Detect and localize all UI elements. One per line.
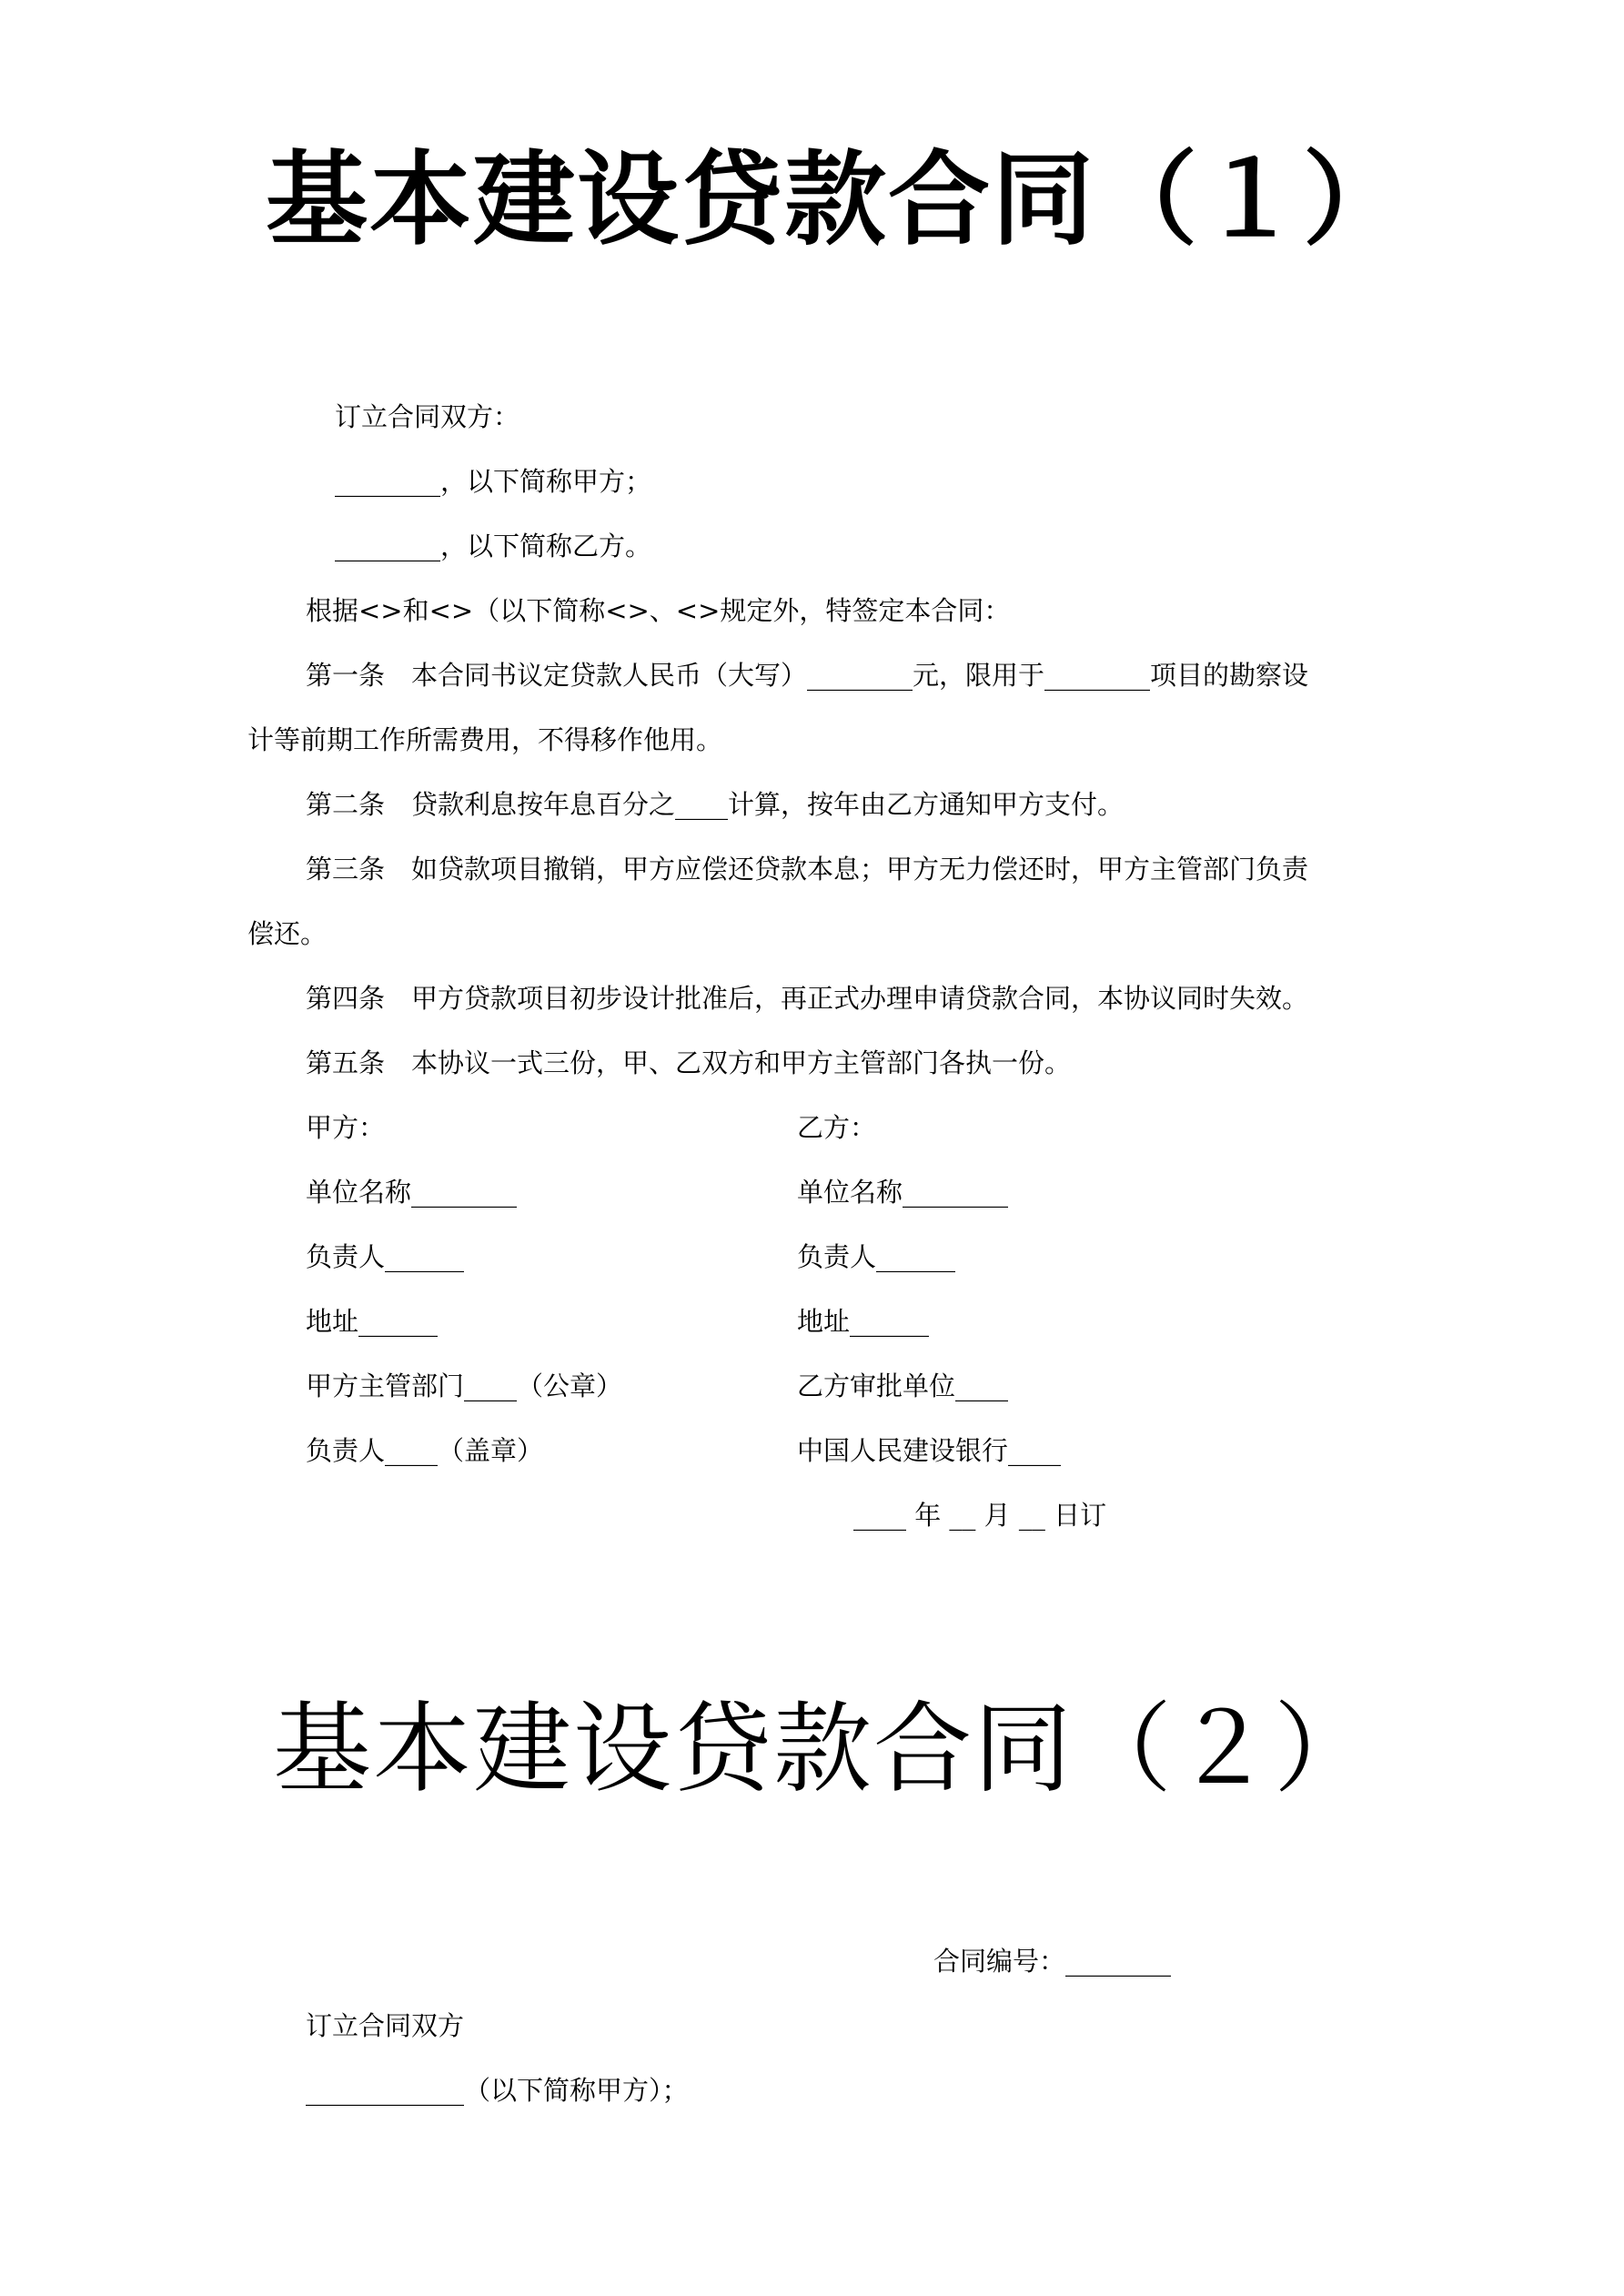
contract2-title: 基本建设贷款合同（２） <box>273 1693 1375 1806</box>
contract1-article3-line2: 偿还。 <box>247 918 328 949</box>
sign-left-dept: 甲方主管部门____（公章） <box>306 1371 623 1401</box>
contract2-contract-no: 合同编号：________ <box>933 1946 1172 1977</box>
sign-right-unit: 单位名称________ <box>797 1177 1009 1208</box>
sign-right-person: 负责人______ <box>797 1241 956 1272</box>
contract1-article4: 第四条 甲方贷款项目初步设计批准后，再正式办理申请贷款合同，本协议同时失效。 <box>306 983 1309 1014</box>
sign-left-unit: 单位名称________ <box>306 1177 518 1208</box>
contract1-date-line: ____ 年 __ 月 __ 日订 <box>853 1500 1107 1531</box>
contract1-party-a-line: ________，以下简称甲方； <box>335 466 652 497</box>
contract1-basis: 根据<>和<>（以下简称<>、<>规定外，特签定本合同： <box>306 595 1011 626</box>
sign-left-address: 地址______ <box>306 1306 439 1337</box>
contract1-article5: 第五条 本协议一式三份，甲、乙双方和甲方主管部门各执一份。 <box>306 1047 1072 1078</box>
contract1-party-b-line: ________，以下简称乙方。 <box>335 531 652 561</box>
contract1-title: 基本建设贷款合同（１） <box>266 141 1407 259</box>
contract1-article1-line2: 计等前期工作所需费用，不得移作他用。 <box>247 724 723 755</box>
contract1-article3-line1: 第三条 如贷款项目撤销，甲方应偿还贷款本息；甲方无力偿还时，甲方主管部门负责 <box>306 854 1309 885</box>
contract1-article2: 第二条 贷款利息按年息百分之____计算，按年由乙方通知甲方支付。 <box>306 789 1125 820</box>
contract2-parties-intro: 订立合同双方 <box>306 2010 465 2041</box>
sign-left-person2: 负责人____（盖章） <box>306 1435 544 1466</box>
sign-right-label: 乙方： <box>797 1112 877 1143</box>
sign-right-approval: 乙方审批单位____ <box>797 1371 1009 1401</box>
contract1-article1-line1: 第一条 本合同书议定贷款人民币（大写）________元，限用于________项目的勘察设 <box>306 660 1309 691</box>
sign-left-person: 负责人______ <box>306 1241 465 1272</box>
contract2-party-a-line: ____________（以下简称甲方）； <box>306 2075 689 2106</box>
contract1-parties-intro: 订立合同双方： <box>335 401 520 432</box>
sign-right-address: 地址______ <box>797 1306 930 1337</box>
sign-left-label: 甲方： <box>306 1112 386 1143</box>
sign-right-bank: 中国人民建设银行____ <box>797 1435 1062 1466</box>
